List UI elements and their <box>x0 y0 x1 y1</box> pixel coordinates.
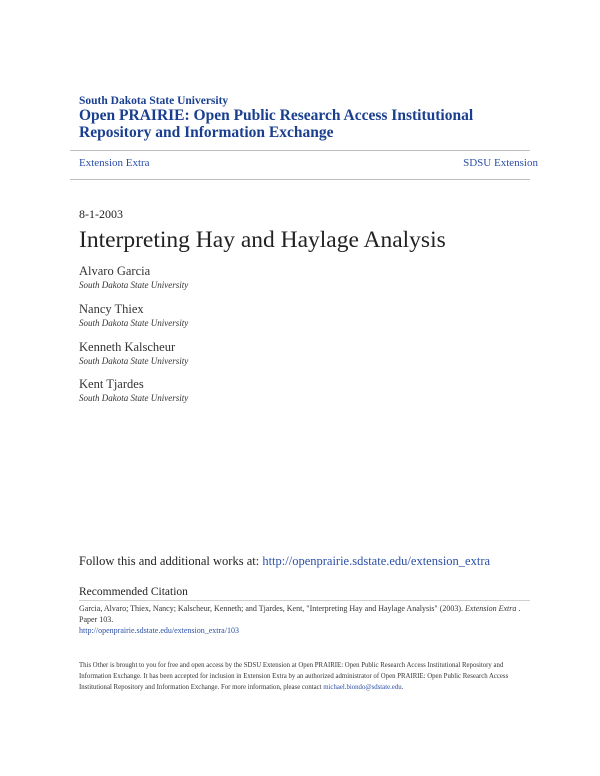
author-name: Alvaro Garcia <box>79 264 151 278</box>
contact-email-link[interactable]: michael.biondo@sdstate.edu <box>323 684 402 691</box>
divider-top <box>70 150 530 151</box>
university-name: South Dakota State University <box>79 95 229 107</box>
citation-divider <box>79 600 530 601</box>
citation-block <box>79 603 529 636</box>
author-entry <box>79 377 188 404</box>
author-affiliation: South Dakota State University <box>79 280 189 290</box>
author-entry <box>79 340 188 367</box>
access-notice <box>79 660 534 693</box>
author-entry <box>79 302 188 329</box>
access-text: This Other is brought to you for free and open access by the SDSU Extension at Open PRAIRIE: Open Public Research Access Institutional Repository and Information Exchange. It has been accepted for inclusion in Extension Extra by an authorized administrator of Open PRAIRIE: Open Public Research Access Institutional Repository and Information Exchange. For more information, please contact <box>79 662 509 691</box>
author-name: Kent Tjardes <box>79 377 144 391</box>
citation-text: Garcia, Alvaro; Thiex, Nancy; Kalscheur, Kenneth; and Tjardes, Kent, "Interpreting Hay and Haylage Analysis" (2003). <box>79 604 466 613</box>
extension-extra-link[interactable]: Extension Extra <box>79 157 150 169</box>
author-affiliation: South Dakota State University <box>79 356 189 366</box>
repository-title: Open PRAIRIE: Open Public Research Access Institutional Repository and Information Exchange <box>79 107 474 141</box>
author-name: Kenneth Kalscheur <box>79 340 176 354</box>
author-entry <box>79 264 188 291</box>
author-name: Nancy Thiex <box>79 302 144 316</box>
citation-link[interactable]: http://openprairie.sdstate.edu/extension_extra/103 <box>79 626 239 635</box>
follow-line <box>79 554 490 569</box>
citation-paper: . Paper 103. <box>79 604 521 624</box>
sdsu-extension-link[interactable]: SDSU Extension <box>463 157 538 169</box>
document-title: Interpreting Hay and Haylage Analysis <box>79 227 446 253</box>
follow-link[interactable]: http://openprairie.sdstate.edu/extension_extra <box>262 554 491 568</box>
divider-bottom <box>70 179 530 180</box>
publication-date: 8-1-2003 <box>79 207 123 221</box>
author-affiliation: South Dakota State University <box>79 393 189 403</box>
recommended-citation-heading: Recommended Citation <box>79 586 188 598</box>
citation-journal: Extension Extra <box>465 604 517 613</box>
access-end: . <box>401 684 404 691</box>
author-affiliation: South Dakota State University <box>79 318 189 328</box>
follow-text: Follow this and additional works at: <box>79 554 263 568</box>
